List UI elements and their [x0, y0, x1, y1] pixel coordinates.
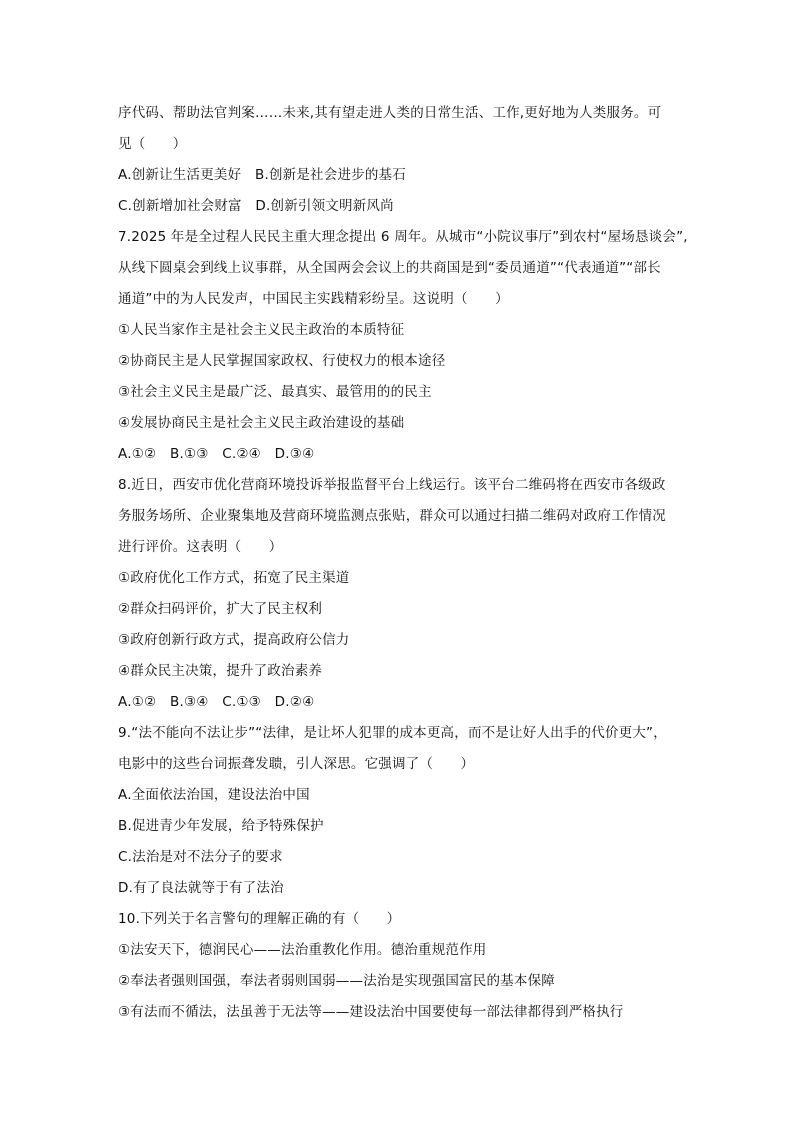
- q9-option-c: C.法治是对不法分子的要求: [118, 849, 283, 865]
- q7-item-3: ③社会主义民主是最广泛、最真实、最管用的的民主: [118, 384, 432, 400]
- q8-item-1: ①政府优化工作方式，拓宽了民主渠道: [118, 570, 350, 586]
- q8-options: A.①② B.③④ C.①③ D.②④: [118, 694, 315, 710]
- q7-item-1: ①人民当家作主是社会主义民主政治的本质特征: [118, 322, 405, 338]
- q6-options-row-1: A.创新让生活更美好 B.创新是社会进步的基石: [118, 167, 406, 183]
- q10-stem: 10.下列关于名言警句的理解正确的有（ ）: [118, 911, 401, 927]
- q7-stem-line-2: 从线下圆桌会到线上议事群，从全国两会会议上的共商国是到“委员通道”“代表通道”“部长: [118, 260, 661, 276]
- q10-item-1: ①法安天下，德润民心——法治重教化作用。德治重规范作用: [118, 942, 487, 958]
- q9-option-d: D.有了良法就等于有了法治: [118, 880, 284, 896]
- q6-stem-line-1: 序代码、帮助法官判案……未来,其有望走进人类的日常生活、工作,更好地为人类服务。可: [118, 105, 662, 121]
- q8-item-3: ③政府创新行政方式，提高政府公信力: [118, 632, 350, 648]
- q7-stem-line-1: 7.2025 年是全过程人民民主重大理念提出 6 周年。从城市“小院议事厅”到农村“屋场恳谈会”,: [118, 229, 688, 245]
- q9-option-a: A.全面依法治国，建设法治中国: [118, 787, 310, 803]
- q8-item-4: ④群众民主决策，提升了政治素养: [118, 663, 323, 679]
- q6-stem-line-2: 见（ ）: [118, 136, 187, 152]
- q7-options: A.①② B.①③ C.②④ D.③④: [118, 446, 315, 462]
- q9-stem-line-1: 9.“法不能向不法让步”“法律，是让坏人犯罪的成本更高，而不是让好人出手的代价更大”，: [118, 725, 667, 741]
- q7-item-4: ④发展协商民主是社会主义民主政治建设的基础: [118, 415, 405, 431]
- q8-stem-line-3: 进行评价。这表明（ ）: [118, 539, 283, 555]
- q7-stem-line-3: 通道”中的为人民发声，中国民主实践精彩纷呈。这说明（ ）: [118, 291, 509, 307]
- q9-option-b: B.促进青少年发展，给予特殊保护: [118, 818, 324, 834]
- q8-stem-line-2: 务服务场所、企业聚集地及营商环境监测点张贴，群众可以通过扫描二维码对政府工作情况: [118, 508, 666, 524]
- q8-item-2: ②群众扫码评价，扩大了民主权利: [118, 601, 323, 617]
- q6-options-row-2: C.创新增加社会财富 D.创新引领文明新风尚: [118, 198, 394, 214]
- q10-item-3: ③有法而不循法，法虽善于无法等——建设法治中国要使每一部法律都得到严格执行: [118, 1004, 624, 1020]
- q7-item-2: ②协商民主是人民掌握国家政权、行使权力的根本途径: [118, 353, 446, 369]
- q9-stem-line-2: 电影中的这些台词振聋发聩，引人深思。它强调了（ ）: [118, 756, 475, 772]
- q10-item-2: ②奉法者强则国强，奉法者弱则国弱——法治是实现强国富民的基本保障: [118, 973, 556, 989]
- q8-stem-line-1: 8.近日，西安市优化营商环境投诉举报监督平台上线运行。该平台二维码将在西安市各级政: [118, 477, 666, 493]
